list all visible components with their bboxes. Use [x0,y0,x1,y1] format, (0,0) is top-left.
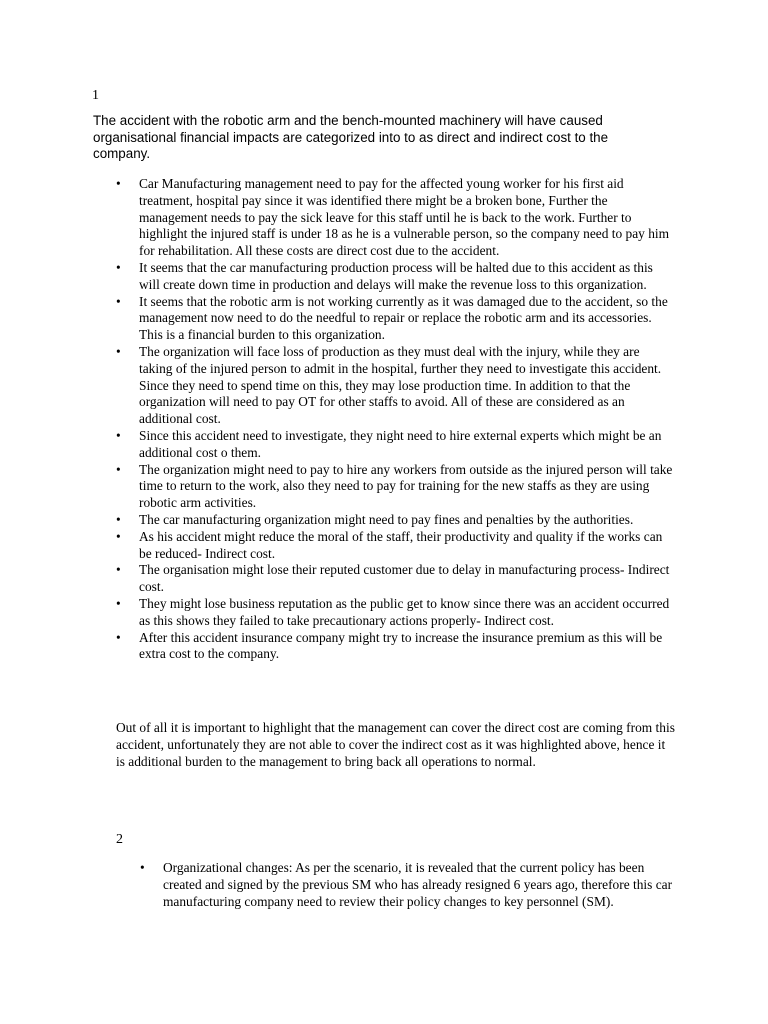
list-item: • As his accident might reduce the moral of the staff, their productivity and quality if the works can be reduced- Indirect cost. [116,529,676,563]
section-number-2: 2 [116,832,123,847]
intro-paragraph: The accident with the robotic arm and the bench-mounted machinery will have caused organisational financial impacts are categorized into to as direct and indirect cost to the company. [93,113,609,161]
list-item: • Organizational changes: As per the scenario, it is revealed that the current policy has been created and signed by the previous SM who has already resigned 6 years ago, therefore this car manufacturing company need to review their policy changes to key personnel (SM). [140,860,680,910]
list-item: • Car Manufacturing management need to pay for the affected young worker for his first aid treatment, hospital pay since it was identified there might be a broken bone, Further the management needs to pay the sick leave for this staff until he is back to the work. Further to highlight the injured staff is under 18 as he is a vulnerable person, so the company need to pay him for rehabilitation. All these costs are direct cost due to the accident. [116,176,676,260]
list-item: • After this accident insurance company might try to increase the insurance premium as this will be extra cost to the company. [116,630,676,664]
cost-impacts-list [116,176,676,663]
list-item: • The organization might need to pay to hire any workers from outside as the injured person will take time to return to the work, also they need to pay for training for the new staffs as they are using robotic arm activities. [116,462,676,512]
list-item: • Since this accident need to investigate, they night need to hire external experts which might be an additional cost o them. [116,428,676,462]
list-item: • It seems that the car manufacturing production process will be halted due to this accident as this will create down time in production and delays will make the revenue loss to this organization. [116,260,676,294]
section-number-1: 1 [92,88,99,103]
list-item: • They might lose business reputation as the public get to know since there was an accident occurred as this shows they failed to take precautionary actions properly- Indirect cost. [116,596,676,630]
list-item: • It seems that the robotic arm is not working currently as it was damaged due to the accident, so the management now need to do the needful to repair or replace the robotic arm and its accessories. This is a financial burden to this organization. [116,294,676,344]
conclusion-paragraph: Out of all it is important to highlight that the management can cover the direct cost are coming from this accident, unfortunately they are not able to cover the indirect cost as it was highlighted above, hence it is additional burden to the management to bring back all operations to normal. [116,720,675,769]
list-item: • The organisation might lose their reputed customer due to delay in manufacturing process- Indirect cost. [116,562,676,596]
organizational-changes-list [140,860,680,910]
list-item: • The organization will face loss of production as they must deal with the injury, while they are taking of the injured person to admit in the hospital, further they need to investigate this accident. Since they need to spend time on this, they may lose production time. In addition to that the organization will need to pay OT for other staffs to avoid. All of these are considered as an additional cost. [116,344,676,428]
list-item: • The car manufacturing organization might need to pay fines and penalties by the authorities. [116,512,676,529]
